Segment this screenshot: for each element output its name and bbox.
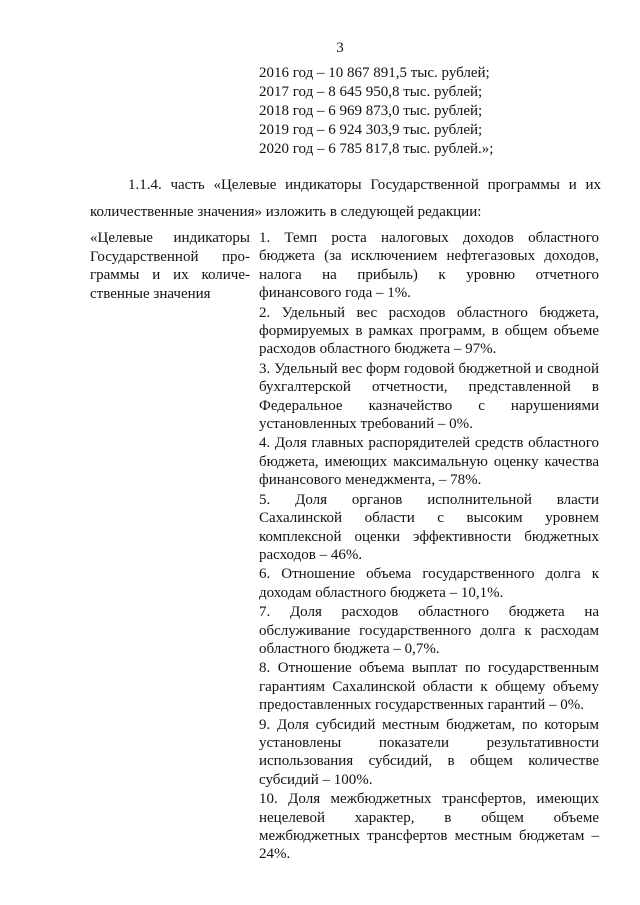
amendment-intro-line-1: 1.1.4. часть «Целевые индикаторы Государственной программы и их — [128, 177, 601, 193]
label-line: ственные значения — [90, 285, 211, 302]
indicator-item: 10. Доля межбюджетных трансфертов, имеющих нецелевой характер, в общем объеме межбюджетных трансфертов местным бюджетам – 24%. — [259, 791, 599, 863]
funding-line-2016: 2016 год – 10 867 891,5 тыс. рублей; — [259, 65, 490, 81]
indicator-item: 4. Доля главных распорядителей средств областного бюджета, имеющих максимальную оценку качества финансового менеджмента, – 78%. — [259, 435, 599, 489]
indicator-item: 6. Отношение объема государственного долга к доходам областного бюджета – 10,1%. — [259, 566, 599, 601]
amendment-intro-line-2: количественные значения» изложить в следующей редакции: — [90, 204, 482, 220]
label-line: «Целевые индикаторы — [90, 230, 250, 246]
funding-line-2017: 2017 год – 8 645 950,8 тыс. рублей; — [259, 84, 483, 100]
funding-line-2020: 2020 год – 6 785 817,8 тыс. рублей.»; — [259, 141, 494, 157]
indicator-item: 3. Удельный вес форм годовой бюджетной и сводной бухгалтерской отчетности, представленной в Федеральное казначейство с нарушениями установленных требований – 0%. — [259, 360, 599, 433]
funding-list — [259, 64, 493, 159]
indicators-label — [90, 229, 250, 303]
label-line: Государственной про- — [90, 248, 250, 265]
label-line: граммы и их количе- — [90, 267, 250, 283]
indicator-item: 2. Удельный вес расходов областного бюджета, формируемых в рамках программ, в общем объеме расходов областного бюджета – 97%. — [259, 304, 599, 358]
funding-line-2018: 2018 год – 6 969 873,0 тыс. рублей; — [259, 103, 483, 119]
indicator-item: 5. Доля органов исполнительной власти Сахалинской области с высоким уровнем комплексной оценки эффективности бюджетных расходов – 46%. — [259, 491, 599, 563]
indicator-item: 1. Темп роста налоговых доходов областного бюджета (за исключением нефтегазовых доходов, налога на прибыль) к уровню отчетного финансового года – 1%. — [259, 230, 599, 302]
indicator-item: 8. Отношение объема выплат по государственным гарантиям Сахалинской области к общему объему предоставленных государственных гарантий – 0%. — [259, 660, 599, 714]
funding-line-2019: 2019 год – 6 924 303,9 тыс. рублей; — [259, 122, 483, 138]
indicator-item: 9. Доля субсидий местным бюджетам, по которым установлены показатели результативности использования субсидий, в общем количестве субсидий – 100%. — [259, 716, 599, 788]
indicators-list — [259, 229, 599, 864]
indicator-item: 7. Доля расходов областного бюджета на обслуживание государственного долга к расходам областного бюджета – 0,7%. — [259, 604, 599, 657]
page-number: 3 — [336, 40, 344, 56]
